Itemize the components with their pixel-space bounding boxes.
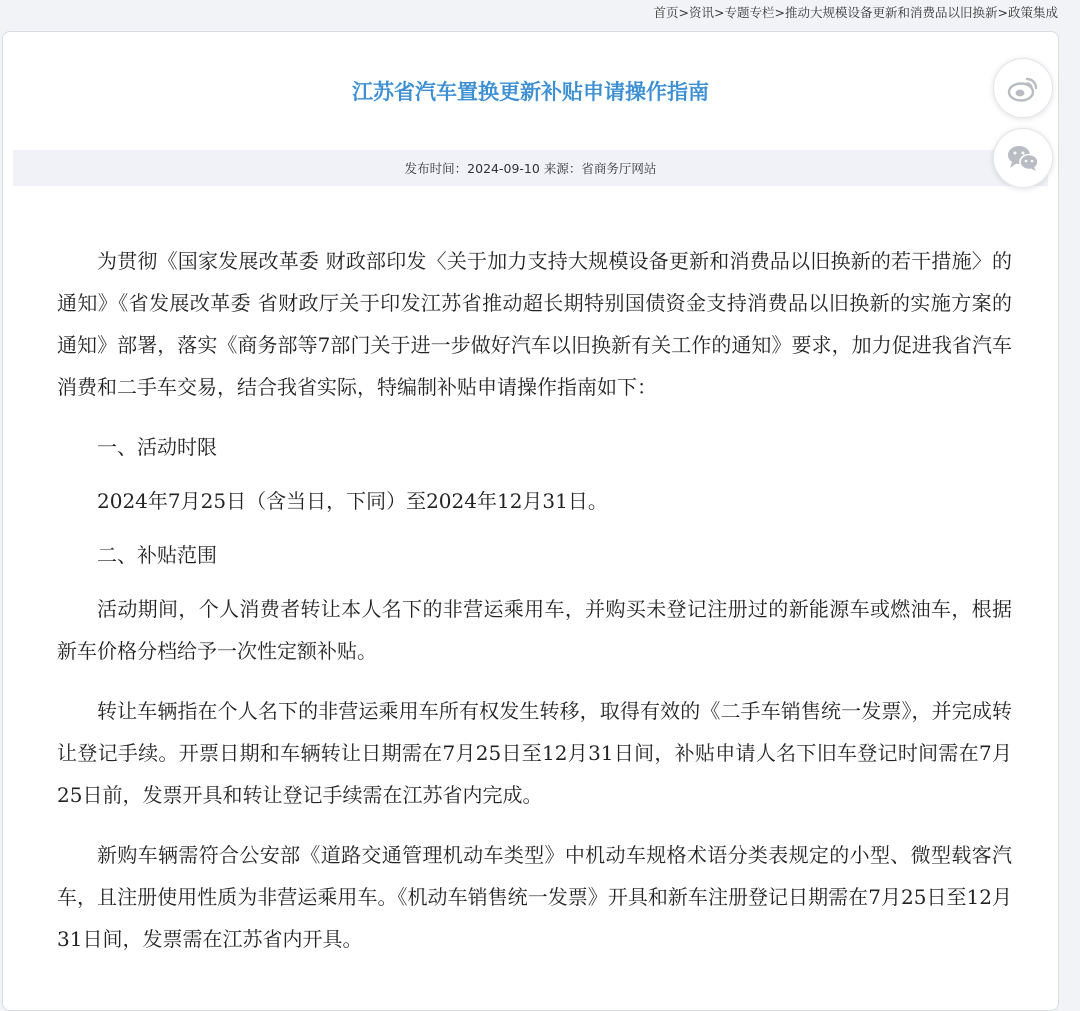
breadcrumb-topic[interactable]: 推动大规模设备更新和消费品以旧换新 <box>784 5 998 20</box>
breadcrumb-separator: > <box>678 5 689 20</box>
wechat-icon <box>1005 143 1041 173</box>
breadcrumb-news[interactable]: 资讯 <box>688 5 714 20</box>
breadcrumb-separator: > <box>774 5 785 20</box>
paragraph-new-vehicle: 新购车辆需符合公安部《道路交通管理机动车类型》中机动车规格术语分类表规定的小型、微型载客汽车，且注册使用性质为非营运乘用车。《机动车销售统一发票》开具和新车注册登记日期需在7月25日至12月31日间，发票需在江苏省内开具。 <box>57 843 1012 951</box>
paragraph-transfer: 转让车辆指在个人名下的非营运乘用车所有权发生转移，取得有效的《二手车销售统一发票》，并完成转让登记手续。开票日期和车辆转让日期需在7月25日至12月31日间，补贴申请人名下旧车登记时间需在7月25日前，发票开具和转让登记手续需在江苏省内完成。 <box>57 699 1012 807</box>
publish-date: 2024-09-10 <box>467 160 540 176</box>
weibo-icon <box>1006 73 1040 103</box>
weibo-share-button[interactable] <box>993 58 1053 118</box>
breadcrumb-home[interactable]: 首页 <box>653 5 679 20</box>
breadcrumb-separator: > <box>997 5 1008 20</box>
breadcrumb-policy[interactable]: 政策集成 <box>1007 5 1058 20</box>
article-meta <box>13 150 1048 186</box>
breadcrumb-special-column[interactable]: 专题专栏 <box>724 5 775 20</box>
wechat-share-button[interactable] <box>993 128 1053 188</box>
page-title: 江苏省汽车置换更新补贴申请操作指南 <box>352 80 709 104</box>
breadcrumb-separator: > <box>714 5 725 20</box>
paragraph-scope: 活动期间，个人消费者转让本人名下的非营运乘用车，并购买未登记注册过的新能源车或燃油车，根据新车价格分档给予一次性定额补贴。 <box>57 597 1012 663</box>
paragraph-period: 2024年7月25日（含当日，下同）至2024年12月31日。 <box>97 489 608 513</box>
article-card <box>2 31 1059 1011</box>
source-label: 来源： <box>543 161 582 176</box>
paragraph-intro: 为贯彻《国家发展改革委 财政部印发〈关于加力支持大规模设备更新和消费品以旧换新的若干措施〉的通知》《省发展改革委 省财政厅关于印发江苏省推动超长期特别国债资金支持消费品以旧换新的实施方案的通知》部署，落实《商务部等7部门关于进一步做好汽车以旧换新有关工作的通知》要求，加力促进我省汽车消费和二手车交易，结合我省实际，特编制补贴申请操作指南如下： <box>57 249 1012 399</box>
section-heading-scope: 二、补贴范围 <box>97 543 217 567</box>
breadcrumb <box>653 3 1058 21</box>
publish-label: 发布时间： <box>404 161 468 176</box>
source-name: 省商务厅网站 <box>581 161 657 176</box>
section-heading-period: 一、活动时限 <box>97 435 217 459</box>
article-content <box>57 240 1012 978</box>
